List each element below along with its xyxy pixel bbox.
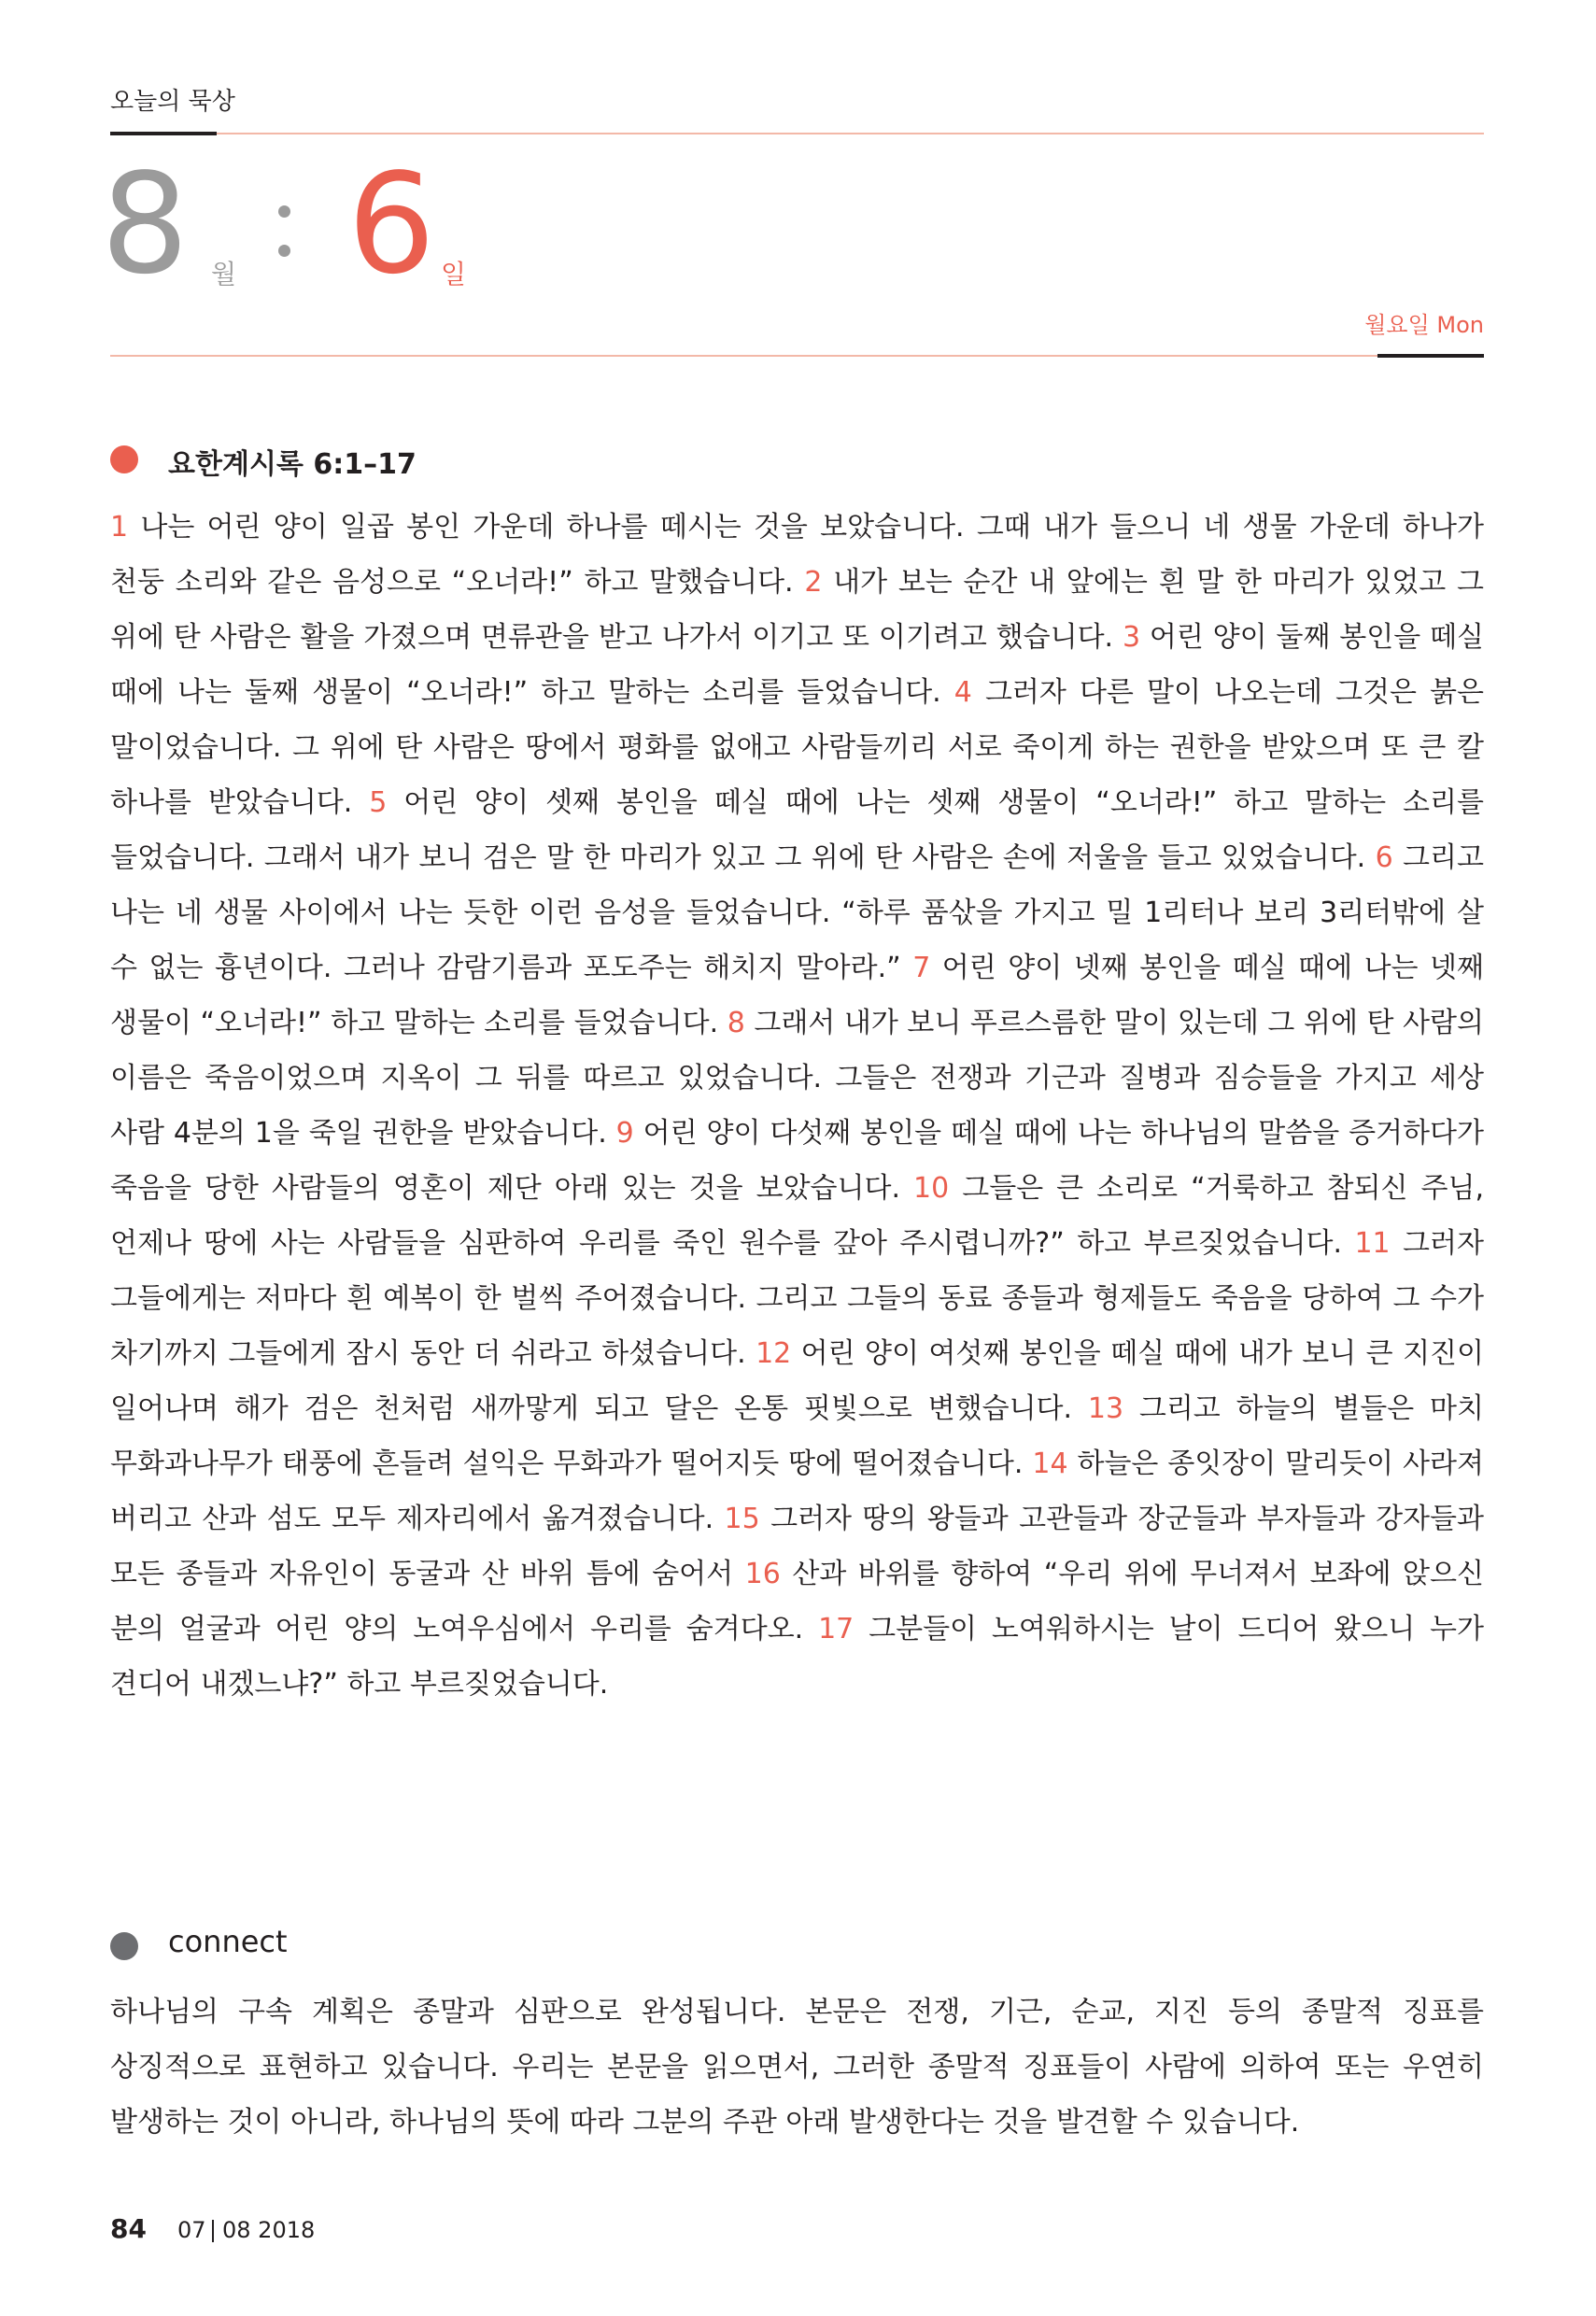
verse-number: 4 xyxy=(953,676,972,709)
verse-text: 내가 보는 순간 내 앞에는 흰 말 한 마리가 있었고 그 위에 탄 사람은 활을 가졌으며 면류관을 받고 나가서 이기고 또 이기려고 했습니다. xyxy=(110,566,1484,654)
issue-date: 08 2018 xyxy=(222,2217,316,2243)
verse-text: 그래서 내가 보니 푸르스름한 말이 있는데 그 위에 탄 사람의 이름은 죽음이었으며 지옥이 그 뒤를 따르고 있었습니다. 그들은 전쟁과 기근과 질병과 짐승들을 가지고 세상 사람 4분의 1을 죽일 권한을 받았습니다. xyxy=(110,1007,1484,1150)
weekday-label: 월요일 Mon xyxy=(1364,312,1484,338)
verse-number: 5 xyxy=(369,786,388,819)
verse-number: 16 xyxy=(744,1558,781,1590)
colon-dot-bottom xyxy=(278,245,290,257)
header-rule xyxy=(217,133,1484,134)
verse-text: 그리고 나는 네 생물 사이에서 나는 듯한 이런 음성을 들었습니다. “하루 품삯을 가지고 밀 1리터나 보리 3리터밖에 살 수 없는 흉년이다. 그러나 감람기름과 포도주는 해치지 말아라.” xyxy=(110,841,1484,984)
verse-text: 어린 양이 다섯째 봉인을 떼실 때에 나는 하나님의 말씀을 증거하다가 죽음을 당한 사람들의 영혼이 제단 아래 있는 것을 보았습니다. xyxy=(110,1117,1484,1205)
verse-text: 그들은 큰 소리로 “거룩하고 참되신 주님, 언제나 땅에 사는 사람들을 심판하여 우리를 죽인 원수를 갚아 주시렵니까?” 하고 부르짖었습니다. xyxy=(110,1172,1484,1260)
verse-text: 그러자 다른 말이 나오는데 그것은 붉은 말이었습니다. 그 위에 탄 사람은 땅에서 평화를 없애고 사람들끼리 서로 죽이게 하는 권한을 받았으며 또 큰 칼 하나를 받았습니다. xyxy=(110,676,1484,819)
month-label: 월 xyxy=(211,259,237,290)
issue-month: 07 xyxy=(177,2217,206,2243)
day-label: 일 xyxy=(441,259,467,290)
day-number: 6 xyxy=(347,144,432,304)
verse-number: 2 xyxy=(804,566,823,599)
verse-number: 17 xyxy=(818,1613,854,1645)
verse-number: 11 xyxy=(1354,1227,1391,1260)
verse-number: 13 xyxy=(1087,1392,1124,1425)
verse-number: 7 xyxy=(912,952,931,984)
connect-text: 하나님의 구속 계획은 종말과 심판으로 완성됩니다. 본문은 전쟁, 기근, 순교, 지진 등의 종말적 징표를 상징적으로 표현하고 있습니다. 우리는 본문을 읽으면서, 그러한 종말적 징표들이 사람에 의하여 또는 우연히 발생하는 것이 아니라, 하나님의 뜻에 따라 그분의 주관 아래 발생한다는 것을 발견할 수 있습니다. xyxy=(110,1996,1484,2139)
verse-text: 그러자 그들에게는 저마다 흰 예복이 한 벌씩 주어졌습니다. 그리고 그들의 동료 종들과 형제들도 죽음을 당하여 그 수가 차기까지 그들에게 잠시 동안 더 쉬라고 하셨습니다. xyxy=(110,1227,1484,1370)
connect-title: connect xyxy=(168,1924,288,1959)
page-number: 84 xyxy=(110,2213,147,2244)
verse-number: 9 xyxy=(615,1117,634,1150)
verse-number: 6 xyxy=(1375,841,1393,874)
scripture-bullet-icon xyxy=(110,445,138,473)
verse-text: 어린 양이 셋째 봉인을 떼실 때에 나는 셋째 생물이 “오너라!” 하고 말하는 소리를 들었습니다. 그래서 내가 보니 검은 말 한 마리가 있고 그 위에 탄 사람은 손에 저울을 들고 있었습니다. xyxy=(110,786,1484,874)
colon-dot-top xyxy=(278,205,290,218)
verse-text: 그리고 하늘의 별들은 마치 무화과나무가 태풍에 흔들려 설익은 무화과가 떨어지듯 땅에 떨어졌습니다. xyxy=(110,1392,1484,1480)
verse-text: 하늘은 종잇장이 말리듯이 사라져 버리고 산과 섬도 모두 제자리에서 옮겨졌습니다. xyxy=(110,1448,1484,1535)
verse-number: 10 xyxy=(913,1172,950,1205)
verse-number: 8 xyxy=(727,1007,745,1039)
verse-text: 그분들이 노여워하시는 날이 드디어 왔으니 누가 견디어 내겠느냐?” 하고 부르짖었습니다. xyxy=(110,1613,1484,1701)
section-label: 오늘의 묵상 xyxy=(110,88,235,116)
month-number: 8 xyxy=(101,144,186,304)
date-rule xyxy=(110,355,1377,357)
verse-text: 어린 양이 여섯째 봉인을 떼실 때에 내가 보니 큰 지진이 일어나며 해가 검은 천처럼 새까맣게 되고 달은 온통 핏빛으로 변했습니다. xyxy=(110,1337,1485,1425)
verse-text: 어린 양이 둘째 봉인을 떼실 때에 나는 둘째 생물이 “오너라!” 하고 말하는 소리를 들었습니다. xyxy=(110,621,1484,709)
verse-number: 12 xyxy=(756,1337,792,1370)
verse-text: 어린 양이 넷째 봉인을 떼실 때에 나는 넷째 생물이 “오너라!” 하고 말하는 소리를 들었습니다. xyxy=(110,952,1485,1039)
scripture-passage xyxy=(110,500,1484,1712)
verse-text: 그러자 땅의 왕들과 고관들과 장군들과 부자들과 강자들과 모든 종들과 자유인이 동굴과 산 바위 틈에 숨어서 xyxy=(110,1503,1484,1590)
header-rule-accent xyxy=(110,132,217,135)
connect-bullet-icon xyxy=(110,1932,138,1960)
verse-number: 3 xyxy=(1122,621,1141,654)
verse-text: 나는 어린 양이 일곱 봉인 가운데 하나를 떼시는 것을 보았습니다. 그때 내가 들으니 네 생물 가운데 하나가 천둥 소리와 같은 음성으로 “오너라!” 하고 말했습니다. xyxy=(110,511,1484,599)
verse-text: 산과 바위를 향하여 “우리 위에 무너져서 보좌에 앉으신 분의 얼굴과 어린 양의 노여우심에서 우리를 숨겨다오. xyxy=(110,1558,1484,1645)
verse-number: 1 xyxy=(110,511,129,544)
scripture-reference: 요한계시록 6:1–17 xyxy=(168,448,417,481)
verse-number: 14 xyxy=(1032,1448,1068,1480)
verse-number: 15 xyxy=(724,1503,760,1535)
issue-separator xyxy=(212,2220,214,2242)
date-rule-accent xyxy=(1377,354,1484,358)
